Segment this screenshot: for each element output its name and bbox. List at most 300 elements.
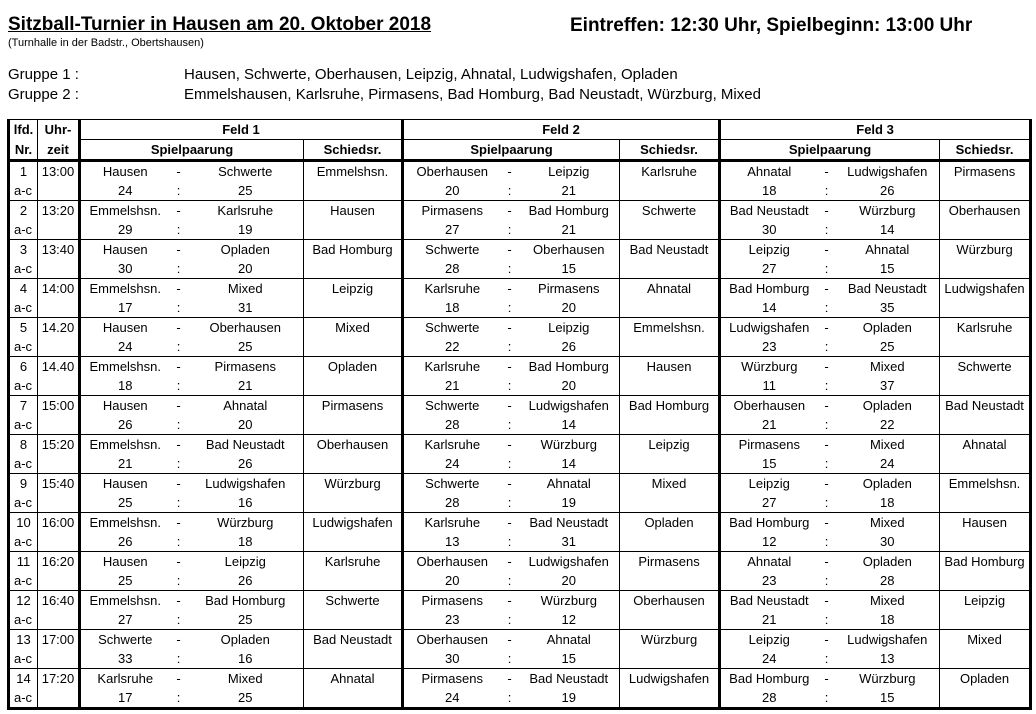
score-a: 21 [80, 454, 170, 474]
team-b: Würzburg [836, 201, 940, 221]
team-a: Karlsruhe [403, 279, 501, 299]
score-colon: : [501, 571, 519, 591]
match-nr: 6 [9, 357, 38, 377]
referee: Karlsruhe [304, 552, 403, 591]
match-nr: 7 [9, 396, 38, 416]
team-b: Ahnatal [188, 396, 304, 416]
team-b: Leipzig [519, 318, 620, 338]
match-sub: a-c [9, 532, 38, 552]
team-b: Ludwigshafen [519, 552, 620, 572]
score-a: 26 [80, 415, 170, 435]
referee: Bad Neustadt [620, 240, 720, 279]
match-time: 15:00 [38, 396, 80, 435]
score-colon: : [818, 337, 836, 357]
team-a: Schwerte [403, 240, 501, 260]
team-b: Ludwigshafen [836, 630, 940, 650]
team-a: Schwerte [80, 630, 170, 650]
score-colon: : [818, 493, 836, 513]
team-b: Leipzig [519, 161, 620, 182]
score-b: 21 [519, 220, 620, 240]
team-b: Bad Homburg [188, 591, 304, 611]
score-b: 21 [188, 376, 304, 396]
table-row [9, 396, 1031, 416]
pairing-dash: - [176, 203, 181, 218]
team-b: Leipzig [188, 552, 304, 572]
team-a: Karlsruhe [403, 357, 501, 377]
score-colon: : [170, 298, 188, 318]
score-b: 18 [188, 532, 304, 552]
score-colon: : [170, 610, 188, 630]
referee: Bad Neustadt [304, 630, 403, 669]
table-row [9, 493, 1031, 513]
pairing-dash: - [176, 437, 181, 452]
table-row [9, 552, 1031, 572]
score-a: 12 [720, 532, 818, 552]
match-sub: a-c [9, 649, 38, 669]
pairing-dash: - [507, 476, 512, 491]
match-nr: 2 [9, 201, 38, 221]
score-a: 28 [403, 493, 501, 513]
match-nr: 3 [9, 240, 38, 260]
header-referee: Schiedsr. [304, 140, 403, 161]
team-a: Bad Neustadt [720, 591, 818, 611]
score-a: 26 [80, 532, 170, 552]
team-b: Ahnatal [519, 474, 620, 494]
score-colon: : [818, 688, 836, 709]
referee: Bad Homburg [620, 396, 720, 435]
table-row [9, 435, 1031, 455]
score-colon: : [818, 532, 836, 552]
table-row [9, 688, 1031, 709]
referee: Ludwigshafen [940, 279, 1031, 318]
score-a: 25 [80, 493, 170, 513]
pairing-dash: - [824, 281, 829, 296]
score-a: 24 [403, 688, 501, 709]
referee: Hausen [940, 513, 1031, 552]
pairing-dash: - [824, 164, 829, 179]
team-b: Bad Homburg [519, 357, 620, 377]
referee: Oberhausen [304, 435, 403, 474]
score-b: 31 [519, 532, 620, 552]
team-b: Opladen [836, 552, 940, 572]
pairing-dash: - [824, 632, 829, 647]
score-colon: : [501, 454, 519, 474]
score-colon: : [818, 181, 836, 201]
team-b: Opladen [836, 396, 940, 416]
match-sub: a-c [9, 220, 38, 240]
team-b: Mixed [836, 357, 940, 377]
pairing-dash: - [824, 398, 829, 413]
pairing-dash: - [176, 671, 181, 686]
score-a: 18 [80, 376, 170, 396]
team-b: Mixed [836, 591, 940, 611]
score-b: 14 [519, 415, 620, 435]
score-colon: : [170, 532, 188, 552]
table-row [9, 669, 1031, 689]
score-a: 29 [80, 220, 170, 240]
score-colon: : [818, 220, 836, 240]
score-colon: : [501, 259, 519, 279]
score-colon: : [501, 649, 519, 669]
score-colon: : [501, 415, 519, 435]
match-nr: 11 [9, 552, 38, 572]
pairing-dash: - [507, 164, 512, 179]
score-a: 18 [403, 298, 501, 318]
table-row [9, 181, 1031, 201]
score-b: 15 [519, 259, 620, 279]
score-b: 16 [188, 649, 304, 669]
score-b: 14 [836, 220, 940, 240]
referee: Leipzig [620, 435, 720, 474]
score-b: 18 [836, 610, 940, 630]
score-a: 30 [720, 220, 818, 240]
match-time: 16:40 [38, 591, 80, 630]
header-time-top: Uhr- [38, 120, 80, 140]
score-a: 23 [720, 337, 818, 357]
match-time: 14.20 [38, 318, 80, 357]
team-b: Mixed [188, 669, 304, 689]
pairing-dash: - [824, 242, 829, 257]
score-a: 13 [403, 532, 501, 552]
team-b: Ahnatal [519, 630, 620, 650]
team-b: Würzburg [836, 669, 940, 689]
score-a: 21 [720, 415, 818, 435]
pairing-dash: - [176, 320, 181, 335]
table-row [9, 454, 1031, 474]
referee: Leipzig [940, 591, 1031, 630]
table-row [9, 259, 1031, 279]
score-b: 25 [188, 181, 304, 201]
score-a: 20 [403, 571, 501, 591]
score-colon: : [818, 454, 836, 474]
pairing-dash: - [507, 281, 512, 296]
score-b: 20 [188, 415, 304, 435]
pairing-dash: - [507, 203, 512, 218]
match-sub: a-c [9, 298, 38, 318]
table-row [9, 337, 1031, 357]
pairing-dash: - [507, 671, 512, 686]
match-sub: a-c [9, 415, 38, 435]
team-b: Bad Neustadt [836, 279, 940, 299]
score-a: 24 [80, 337, 170, 357]
team-b: Oberhausen [188, 318, 304, 338]
score-b: 18 [836, 493, 940, 513]
match-nr: 12 [9, 591, 38, 611]
venue-note: (Turnhalle in der Badstr., Obertshausen) [8, 37, 204, 49]
table-row [9, 649, 1031, 669]
pairing-dash: - [507, 398, 512, 413]
score-a: 27 [403, 220, 501, 240]
referee: Opladen [940, 669, 1031, 709]
referee: Würzburg [620, 630, 720, 669]
score-colon: : [818, 415, 836, 435]
score-a: 24 [403, 454, 501, 474]
score-b: 37 [836, 376, 940, 396]
header-referee: Schiedsr. [620, 140, 720, 161]
match-time: 17:00 [38, 630, 80, 669]
table-row [9, 220, 1031, 240]
header-pairing: Spielpaarung [720, 140, 940, 161]
match-time: 13:00 [38, 161, 80, 201]
team-a: Emmelshsn. [80, 513, 170, 533]
pairing-dash: - [824, 671, 829, 686]
score-b: 35 [836, 298, 940, 318]
team-a: Hausen [80, 396, 170, 416]
team-a: Oberhausen [403, 630, 501, 650]
team-a: Ahnatal [720, 161, 818, 182]
pairing-dash: - [176, 359, 181, 374]
team-b: Opladen [836, 318, 940, 338]
group-2-label: Gruppe 2 : [8, 86, 79, 103]
score-b: 25 [188, 610, 304, 630]
referee: Oberhausen [620, 591, 720, 630]
referee: Mixed [620, 474, 720, 513]
team-a: Pirmasens [403, 201, 501, 221]
pairing-dash: - [507, 554, 512, 569]
match-time: 17:20 [38, 669, 80, 709]
referee: Leipzig [304, 279, 403, 318]
match-time: 15:20 [38, 435, 80, 474]
team-a: Bad Neustadt [720, 201, 818, 221]
table-row [9, 513, 1031, 533]
score-colon: : [818, 571, 836, 591]
group-1-teams: Hausen, Schwerte, Oberhausen, Leipzig, Ahnatal, Ludwigshafen, Opladen [184, 66, 678, 83]
referee: Bad Homburg [940, 552, 1031, 591]
referee: Bad Neustadt [940, 396, 1031, 435]
referee: Opladen [304, 357, 403, 396]
team-a: Karlsruhe [403, 513, 501, 533]
match-time: 14.40 [38, 357, 80, 396]
team-b: Schwerte [188, 161, 304, 182]
group-2-teams: Emmelshausen, Karlsruhe, Pirmasens, Bad Homburg, Bad Neustadt, Würzburg, Mixed [184, 86, 761, 103]
score-b: 20 [188, 259, 304, 279]
referee: Schwerte [304, 591, 403, 630]
pairing-dash: - [507, 593, 512, 608]
header-feld-1: Feld 1 [80, 120, 403, 140]
team-a: Leipzig [720, 240, 818, 260]
pairing-dash: - [176, 398, 181, 413]
header-feld-3: Feld 3 [720, 120, 1031, 140]
header-feld-2: Feld 2 [403, 120, 720, 140]
score-a: 28 [720, 688, 818, 709]
score-a: 23 [403, 610, 501, 630]
match-nr: 13 [9, 630, 38, 650]
team-b: Würzburg [519, 435, 620, 455]
score-colon: : [818, 298, 836, 318]
match-nr: 8 [9, 435, 38, 455]
table-row [9, 415, 1031, 435]
score-a: 17 [80, 688, 170, 709]
team-b: Opladen [836, 474, 940, 494]
match-sub: a-c [9, 571, 38, 591]
score-b: 26 [519, 337, 620, 357]
team-a: Emmelshsn. [80, 357, 170, 377]
referee: Karlsruhe [940, 318, 1031, 357]
score-a: 30 [80, 259, 170, 279]
pairing-dash: - [824, 320, 829, 335]
score-b: 15 [519, 649, 620, 669]
pairing-dash: - [176, 632, 181, 647]
match-time: 14:00 [38, 279, 80, 318]
header-referee: Schiedsr. [940, 140, 1031, 161]
score-b: 20 [519, 376, 620, 396]
header-pairing: Spielpaarung [80, 140, 304, 161]
table-row [9, 591, 1031, 611]
table-row [9, 376, 1031, 396]
score-a: 23 [720, 571, 818, 591]
match-time: 16:20 [38, 552, 80, 591]
match-sub: a-c [9, 337, 38, 357]
score-b: 21 [519, 181, 620, 201]
score-b: 25 [836, 337, 940, 357]
score-a: 27 [720, 259, 818, 279]
referee: Ahnatal [304, 669, 403, 709]
group-1-label: Gruppe 1 : [8, 66, 79, 83]
score-a: 15 [720, 454, 818, 474]
team-a: Hausen [80, 552, 170, 572]
referee: Ludwigshafen [620, 669, 720, 709]
pairing-dash: - [176, 593, 181, 608]
score-a: 14 [720, 298, 818, 318]
score-a: 21 [720, 610, 818, 630]
referee: Mixed [940, 630, 1031, 669]
pairing-dash: - [824, 437, 829, 452]
score-b: 19 [519, 688, 620, 709]
match-nr: 10 [9, 513, 38, 533]
team-a: Hausen [80, 474, 170, 494]
score-colon: : [170, 571, 188, 591]
score-colon: : [501, 688, 519, 709]
pairing-dash: - [824, 515, 829, 530]
pairing-dash: - [824, 203, 829, 218]
team-b: Karlsruhe [188, 201, 304, 221]
score-colon: : [170, 493, 188, 513]
pairing-dash: - [176, 554, 181, 569]
team-b: Ludwigshafen [519, 396, 620, 416]
score-colon: : [501, 181, 519, 201]
match-time: 15:40 [38, 474, 80, 513]
score-b: 19 [519, 493, 620, 513]
team-b: Bad Neustadt [188, 435, 304, 455]
team-a: Hausen [80, 161, 170, 182]
match-sub: a-c [9, 493, 38, 513]
score-b: 20 [519, 298, 620, 318]
team-a: Ludwigshafen [720, 318, 818, 338]
team-a: Pirmasens [403, 591, 501, 611]
header-pairing: Spielpaarung [403, 140, 620, 161]
score-b: 12 [519, 610, 620, 630]
score-colon: : [170, 181, 188, 201]
match-sub: a-c [9, 259, 38, 279]
score-b: 30 [836, 532, 940, 552]
team-a: Bad Homburg [720, 279, 818, 299]
referee: Bad Homburg [304, 240, 403, 279]
score-a: 28 [403, 259, 501, 279]
score-a: 21 [403, 376, 501, 396]
referee: Pirmasens [940, 161, 1031, 201]
team-a: Emmelshsn. [80, 279, 170, 299]
table-row [9, 298, 1031, 318]
team-a: Pirmasens [403, 669, 501, 689]
score-b: 15 [836, 259, 940, 279]
table-row [9, 240, 1031, 260]
match-nr: 9 [9, 474, 38, 494]
score-colon: : [170, 649, 188, 669]
table-row [9, 571, 1031, 591]
team-a: Emmelshsn. [80, 201, 170, 221]
match-sub: a-c [9, 454, 38, 474]
score-b: 22 [836, 415, 940, 435]
team-b: Oberhausen [519, 240, 620, 260]
score-b: 16 [188, 493, 304, 513]
schedule-table [7, 119, 1032, 710]
referee: Würzburg [940, 240, 1031, 279]
team-b: Mixed [188, 279, 304, 299]
score-b: 14 [519, 454, 620, 474]
team-b: Opladen [188, 240, 304, 260]
referee: Opladen [620, 513, 720, 552]
referee: Karlsruhe [620, 161, 720, 201]
match-nr: 4 [9, 279, 38, 299]
meeting-times: Eintreffen: 12:30 Uhr, Spielbeginn: 13:00 Uhr [570, 15, 973, 36]
header-nr-top: lfd. [9, 120, 38, 140]
score-b: 15 [836, 688, 940, 709]
table-row [9, 474, 1031, 494]
team-a: Emmelshsn. [80, 435, 170, 455]
referee: Emmelshsn. [620, 318, 720, 357]
score-a: 11 [720, 376, 818, 396]
score-a: 30 [403, 649, 501, 669]
score-colon: : [501, 220, 519, 240]
score-a: 25 [80, 571, 170, 591]
pairing-dash: - [824, 476, 829, 491]
team-a: Bad Homburg [720, 513, 818, 533]
team-a: Hausen [80, 240, 170, 260]
table-row [9, 279, 1031, 299]
team-a: Schwerte [403, 318, 501, 338]
team-a: Leipzig [720, 474, 818, 494]
referee: Ahnatal [620, 279, 720, 318]
pairing-dash: - [824, 359, 829, 374]
team-a: Leipzig [720, 630, 818, 650]
score-b: 13 [836, 649, 940, 669]
team-a: Oberhausen [403, 161, 501, 182]
score-b: 31 [188, 298, 304, 318]
score-a: 27 [80, 610, 170, 630]
score-a: 24 [80, 181, 170, 201]
schedule-body [9, 161, 1031, 709]
team-b: Mixed [836, 435, 940, 455]
score-colon: : [501, 337, 519, 357]
score-b: 28 [836, 571, 940, 591]
team-b: Bad Neustadt [519, 513, 620, 533]
table-row [9, 318, 1031, 338]
team-b: Ludwigshafen [188, 474, 304, 494]
score-b: 26 [836, 181, 940, 201]
referee: Mixed [304, 318, 403, 357]
referee: Pirmasens [620, 552, 720, 591]
pairing-dash: - [507, 437, 512, 452]
pairing-dash: - [824, 554, 829, 569]
score-colon: : [501, 532, 519, 552]
referee: Oberhausen [940, 201, 1031, 240]
score-colon: : [170, 376, 188, 396]
referee: Ludwigshafen [304, 513, 403, 552]
pairing-dash: - [824, 593, 829, 608]
pairing-dash: - [507, 632, 512, 647]
table-row [9, 161, 1031, 182]
score-a: 22 [403, 337, 501, 357]
